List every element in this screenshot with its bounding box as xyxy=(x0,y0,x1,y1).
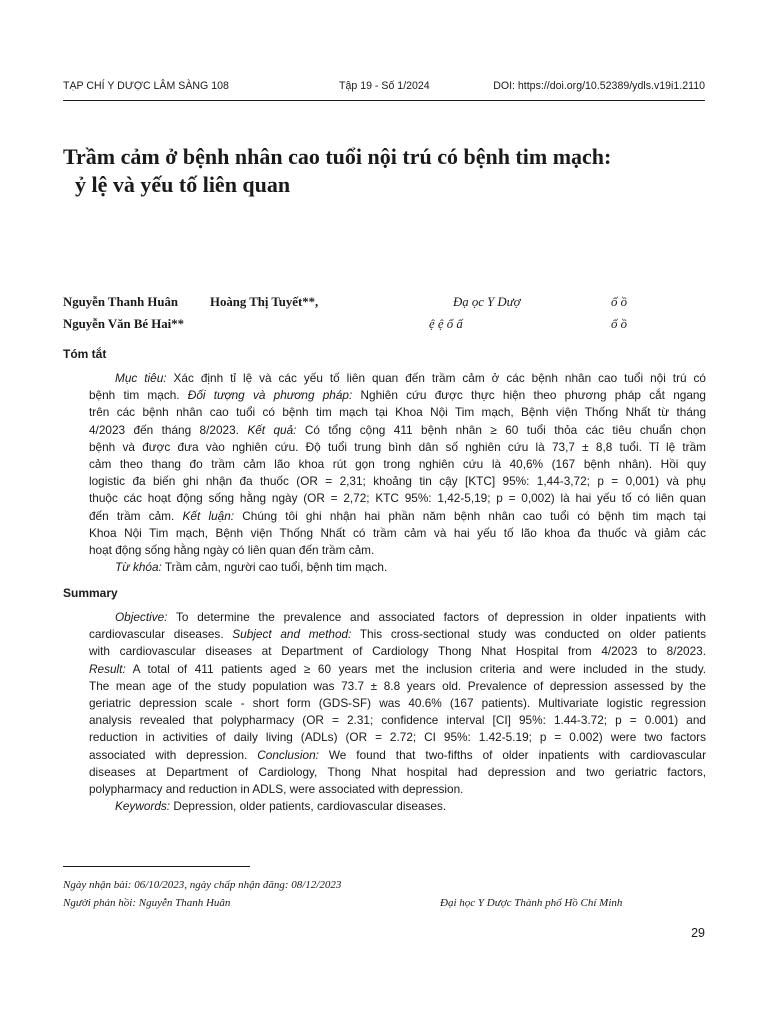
author-name: Nguyễn Văn Bé Hai** xyxy=(63,317,184,331)
text: A total of 411 patients aged ≥ 60 years met the inclusion criteria and were included in the study. xyxy=(125,661,706,676)
abstract-line xyxy=(89,747,706,764)
text: To determine the prevalence and associated factors of depression in older inpatients with xyxy=(167,610,706,624)
journal-name: TẠP CHÍ Y DƯỢC LÂM SÀNG 108 xyxy=(63,80,229,92)
abstract-line: logistic đa biến ghi nhận đa thuốc (OR = 2,31; khoảng tin cậy [KTC] 95%: 1,44-3,72; p = 0,001) và phụ xyxy=(89,474,706,489)
abstract-line: diseases at Department of Cardiology, Thong Nhat hospital had depression and two geriatric factors, xyxy=(89,764,706,779)
label-method: Đối tượng và phương pháp: xyxy=(187,388,353,403)
article-title xyxy=(63,143,713,199)
abstract-line xyxy=(89,508,706,525)
author-name: Nguyễn Thanh Huân xyxy=(63,295,178,309)
text: 4/2023 đến tháng 8/2023. xyxy=(89,422,239,437)
text: bệnh tim mạch. xyxy=(89,388,180,403)
abstract-line: hoạt động sống hằng ngày có liên quan đến trầm cảm. xyxy=(89,543,375,558)
text: We found that two-fifths of older inpatients with cardiovascular xyxy=(318,747,707,762)
text: đến trầm cảm. xyxy=(89,508,175,523)
author-affiliation: ố ồ xyxy=(611,295,627,309)
author-affiliation: Đạ ọc Y Dượ xyxy=(453,295,521,309)
label-objective: Mục tiêu: xyxy=(115,371,167,385)
header-divider xyxy=(63,100,705,101)
title-line-1: Trầm cảm ở bệnh nhân cao tuổi nội trú có bệnh tim mạch: xyxy=(63,144,612,169)
doi-link[interactable]: DOI: https://doi.org/10.52389/ydls.v19i1.2110 xyxy=(493,80,705,92)
footnote-divider xyxy=(63,866,250,867)
abstract-line xyxy=(89,609,706,626)
label-keywords: Keywords: xyxy=(115,799,171,814)
abstract-line: cảm theo thang đo trầm cảm lão khoa rút gọn trong nghiên cứu là 40,6% (167 bệnh nhân). Hồi quy xyxy=(89,457,706,472)
label-conclusion: Conclusion: xyxy=(257,747,319,762)
label-conclusion: Kết luận: xyxy=(182,508,235,523)
abstract-line xyxy=(89,661,706,678)
keywords-text: Depression, older patients, cardiovascular diseases. xyxy=(170,799,447,814)
label-objective: Objective: xyxy=(115,610,168,624)
label-method: Subject and method: xyxy=(232,627,352,642)
label-result: Result: xyxy=(89,661,126,676)
abstract-en-heading: Summary xyxy=(63,586,118,600)
abstract-line: bệnh và được đưa vào nghiên cứu. Độ tuổi trung bình dân số nghiên cứu là 73,7 ± 8,8 tuổi. Tỉ lệ trầm xyxy=(89,439,706,454)
footnote-affiliation: Đại học Y Dược Thành phố Hồ Chí Minh xyxy=(440,897,623,909)
abstract-line: with cardiovascular diseases at Department of Cardiology Thong Nhat Hospital from 4/2023 to 8/2023. xyxy=(89,644,706,659)
text: Xác định tỉ lệ và các yếu tố liên quan đến trầm cảm ở các bệnh nhân cao tuổi nội trú có xyxy=(166,371,706,385)
abstract-line: polypharmacy and reduction in ADLS, were associated with depression. xyxy=(89,782,464,797)
text: Nghiên cứu được thực hiện theo phương pháp cắt ngang xyxy=(352,388,706,403)
text: Chúng tôi ghi nhận hai phần năm bệnh nhân cao tuổi có bệnh tim mạch tại xyxy=(234,508,706,523)
author-affiliation: ố ồ xyxy=(611,317,627,331)
keywords-line xyxy=(89,559,706,576)
abstract-line: reduction in activities of daily living (ADLs) (OR = 2.72; CI 95%: 1.42-5.19; p = 0.002) were two factors xyxy=(89,730,706,745)
volume-issue: Tập 19 - Số 1/2024 xyxy=(339,80,430,92)
label-keywords: Từ khóa: xyxy=(115,560,162,575)
abstract-line: trên các bệnh nhân cao tuổi có bệnh tim mạch tại Khoa Nội Tim mạch, Bệnh viện Thống Nhất từ tháng xyxy=(89,405,706,420)
abstract-line: The mean age of the study population was 73.7 ± 8.8 years old. Prevalence of depression assessed by the xyxy=(89,678,706,693)
abstract-line xyxy=(89,387,706,404)
footnote-corresponding-author: Người phản hồi: Nguyễn Thanh Huân xyxy=(63,897,231,909)
abstract-line: thuộc các hoạt động sống hằng ngày (OR = 2,72; KTC 95%: 1,42-5,19; p = 0,002) là hai yếu tố có liên quan xyxy=(89,491,706,506)
text: associated with depression. xyxy=(89,747,248,762)
author-row xyxy=(63,295,705,313)
running-header xyxy=(63,80,705,96)
footnote-dates: Ngày nhận bài: 06/10/2023, ngày chấp nhận đăng: 08/12/2023 xyxy=(63,879,342,891)
keywords-line xyxy=(89,798,706,815)
abstract-en-body xyxy=(89,609,706,815)
text: This cross-sectional study was conducted on older patients xyxy=(351,627,706,642)
abstract-vi-heading: Tóm tắt xyxy=(63,347,107,361)
author-affiliation: ệ ệ ố ấ xyxy=(429,317,463,331)
text: Có tổng cộng 411 bệnh nhân ≥ 60 tuổi thỏa các tiêu chuẩn chọn xyxy=(296,422,706,437)
abstract-line: analysis revealed that polypharmacy (OR = 2.31; confidence interval [CI] 95%: 1.44-3.72; p = 0.001) and xyxy=(89,713,706,728)
author-row xyxy=(63,317,705,335)
abstract-line xyxy=(89,422,706,439)
abstract-line: Khoa Nội Tim mạch, Bệnh viện Thống Nhất có trầm cảm và hai yếu tố lão khoa đa thuốc và giảm các xyxy=(89,525,706,540)
label-result: Kết quả: xyxy=(247,422,297,437)
abstract-line xyxy=(89,626,706,643)
title-line-2: ỷ lệ và yếu tố liên quan xyxy=(75,172,291,197)
keywords-text: Trầm cảm, người cao tuổi, bệnh tim mạch. xyxy=(161,560,388,575)
page-number: 29 xyxy=(691,926,705,940)
abstract-line xyxy=(89,370,706,387)
abstract-vi-body xyxy=(89,370,706,576)
abstract-line: geriatric depression scale - short form (GDS-SF) was 40.6% (167 patients). Multivariate logistic regression xyxy=(89,696,706,711)
text: cardiovascular diseases. xyxy=(89,627,224,642)
author-name: Hoàng Thị Tuyết**, xyxy=(210,295,319,309)
